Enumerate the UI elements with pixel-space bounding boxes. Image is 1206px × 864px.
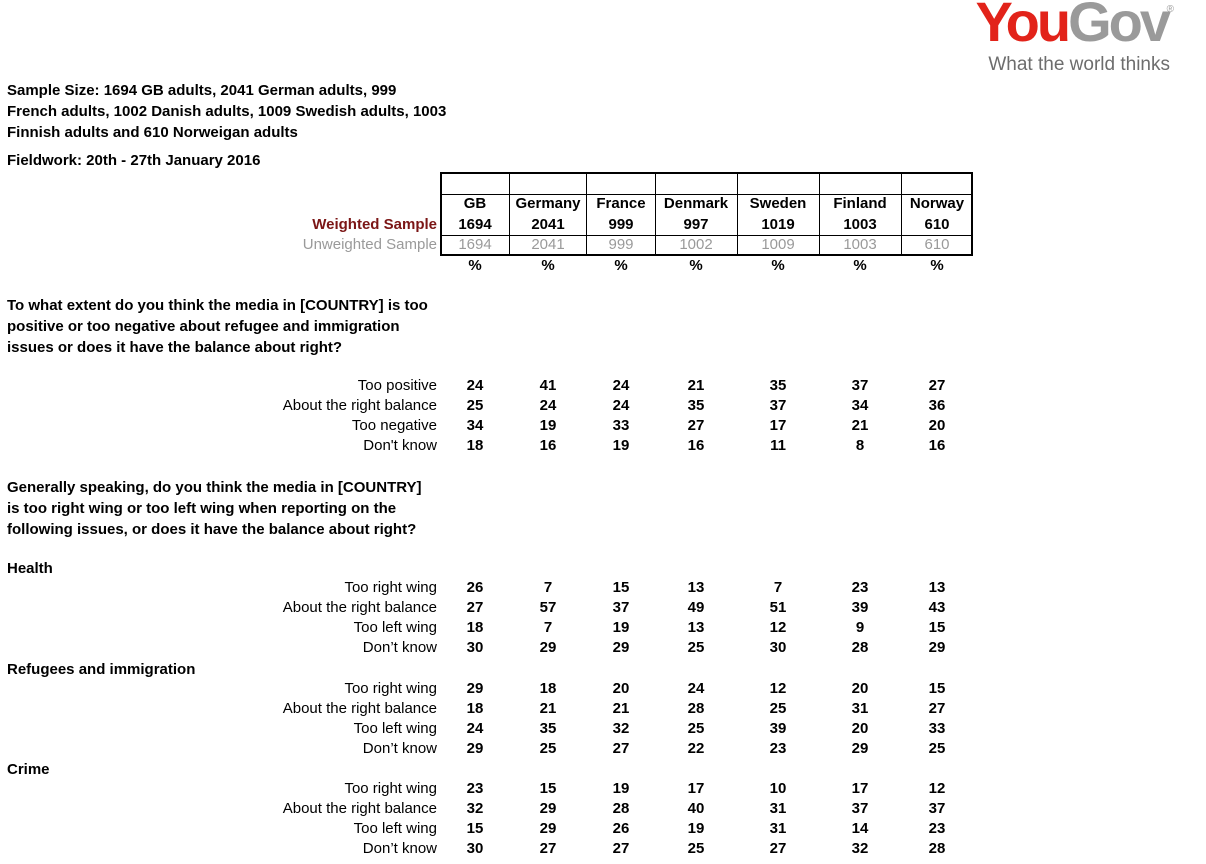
- logo-tagline: What the world thinks: [988, 54, 1170, 75]
- data-cell: 37: [769, 397, 787, 414]
- section-title: Refugees and immigration: [7, 661, 196, 678]
- data-cell: 13: [687, 619, 705, 636]
- row-label: Too right wing: [344, 780, 437, 797]
- data-cell: 30: [769, 639, 787, 656]
- data-cell: 25: [769, 700, 787, 717]
- row-label: Too positive: [357, 377, 437, 394]
- data-cell: 29: [612, 639, 630, 656]
- question-1-text: To what extent do you think the media in [COUNTRY] is too positive or too negative about refugee and immigration issues or does it have the balance about right?: [7, 297, 428, 356]
- data-cell: 17: [769, 417, 787, 434]
- data-cell: 39: [851, 599, 869, 616]
- data-cell: 32: [466, 800, 484, 817]
- data-cell: 24: [466, 720, 484, 737]
- data-cell: 37: [851, 800, 869, 817]
- data-cell: 20: [851, 720, 869, 737]
- row-label: About the right balance: [282, 800, 437, 817]
- data-cell: 27: [539, 840, 557, 857]
- column-header-norway: Norway: [909, 195, 965, 212]
- column-header-finland: Finland: [833, 195, 887, 212]
- data-cell: 29: [466, 740, 484, 757]
- data-cell: 26: [466, 579, 484, 596]
- data-cell: 28: [687, 700, 705, 717]
- percent-unit-cell: %: [771, 257, 785, 274]
- weighted-sample-cell: 999: [608, 216, 634, 233]
- data-cell: 29: [466, 680, 484, 697]
- data-cell: 30: [466, 639, 484, 656]
- data-cell: 24: [687, 680, 705, 697]
- data-cell: 23: [769, 740, 787, 757]
- data-cell: 25: [539, 740, 557, 757]
- data-cell: 16: [539, 437, 557, 454]
- row-label: Don't know: [363, 437, 437, 454]
- header-column-divider: [819, 172, 820, 256]
- column-header-germany: Germany: [515, 195, 581, 212]
- data-cell: 15: [928, 680, 946, 697]
- row-label: About the right balance: [282, 397, 437, 414]
- data-cell: 15: [612, 579, 630, 596]
- weighted-sample-cell: 1694: [458, 216, 492, 233]
- data-cell: 35: [769, 377, 787, 394]
- percent-unit-cell: %: [853, 257, 867, 274]
- data-cell: 18: [466, 437, 484, 454]
- data-cell: 18: [466, 619, 484, 636]
- data-cell: 23: [851, 579, 869, 596]
- yougov-logo: [968, 0, 1188, 78]
- percent-unit-cell: %: [614, 257, 628, 274]
- data-cell: 35: [539, 720, 557, 737]
- data-cell: 14: [851, 820, 869, 837]
- column-header-france: France: [596, 195, 646, 212]
- data-cell: 43: [928, 599, 946, 616]
- data-cell: 29: [851, 740, 869, 757]
- data-cell: 24: [466, 377, 484, 394]
- data-cell: 21: [851, 417, 869, 434]
- data-cell: 7: [543, 579, 553, 596]
- question-2-text: Generally speaking, do you think the media in [COUNTRY] is too right wing or too left wing when reporting on the following issues, or does it have the balance about right?: [7, 479, 422, 538]
- data-cell: 20: [612, 680, 630, 697]
- data-cell: 37: [612, 599, 630, 616]
- data-cell: 27: [466, 599, 484, 616]
- row-label: Too left wing: [353, 619, 437, 636]
- data-cell: 19: [687, 820, 705, 837]
- row-label: Don’t know: [362, 740, 437, 757]
- data-cell: 35: [687, 397, 705, 414]
- fieldwork-text: Fieldwork: 20th - 27th January 2016: [7, 152, 261, 169]
- data-cell: 20: [928, 417, 946, 434]
- data-cell: 25: [687, 639, 705, 656]
- data-cell: 19: [539, 417, 557, 434]
- data-cell: 40: [687, 800, 705, 817]
- data-cell: 11: [770, 437, 786, 454]
- data-cell: 23: [466, 780, 484, 797]
- data-cell: 25: [928, 740, 946, 757]
- row-label: Too right wing: [344, 680, 437, 697]
- data-cell: 28: [612, 800, 630, 817]
- section-title: Health: [7, 560, 53, 577]
- weighted-sample-cell: 2041: [531, 216, 565, 233]
- data-cell: 34: [466, 417, 484, 434]
- data-cell: 32: [612, 720, 630, 737]
- registered-mark: ®: [1166, 4, 1174, 15]
- unweighted-sample-label: Unweighted Sample: [302, 236, 437, 253]
- row-label: Too left wing: [353, 820, 437, 837]
- weighted-sample-cell: 1019: [761, 216, 795, 233]
- data-cell: 28: [928, 840, 946, 857]
- data-cell: 30: [466, 840, 484, 857]
- data-cell: 21: [612, 700, 630, 717]
- data-cell: 49: [687, 599, 705, 616]
- data-cell: 24: [539, 397, 557, 414]
- percent-unit-cell: %: [468, 257, 482, 274]
- row-label: About the right balance: [282, 599, 437, 616]
- row-label: Too left wing: [353, 720, 437, 737]
- column-header-denmark: Denmark: [663, 195, 729, 212]
- data-cell: 33: [928, 720, 946, 737]
- header-column-divider: [737, 172, 738, 256]
- data-cell: 29: [539, 639, 557, 656]
- section-title: Crime: [7, 761, 50, 778]
- data-cell: 27: [612, 840, 630, 857]
- data-cell: 18: [539, 680, 557, 697]
- unweighted-sample-cell: 1694: [458, 236, 492, 253]
- data-cell: 31: [769, 800, 787, 817]
- data-cell: 51: [769, 599, 787, 616]
- percent-unit-cell: %: [541, 257, 555, 274]
- weighted-sample-cell: 1003: [843, 216, 877, 233]
- data-cell: 21: [687, 377, 705, 394]
- data-cell: 31: [851, 700, 869, 717]
- data-cell: 25: [687, 840, 705, 857]
- data-cell: 9: [855, 619, 865, 636]
- row-label: Don’t know: [362, 639, 437, 656]
- data-cell: 17: [687, 780, 705, 797]
- row-label: Too right wing: [344, 579, 437, 596]
- data-cell: 10: [769, 780, 787, 797]
- column-header-gb: GB: [463, 195, 487, 212]
- row-label: Too negative: [351, 417, 437, 434]
- unweighted-sample-cell: 999: [608, 236, 634, 253]
- data-cell: 37: [851, 377, 869, 394]
- data-cell: 29: [539, 820, 557, 837]
- percent-unit-cell: %: [689, 257, 703, 274]
- data-cell: 15: [539, 780, 557, 797]
- data-cell: 15: [466, 820, 484, 837]
- row-label: Don’t know: [362, 840, 437, 857]
- unweighted-sample-cell: 610: [924, 236, 950, 253]
- weighted-sample-cell: 997: [683, 216, 709, 233]
- logo-wordmark: YouGov: [975, 0, 1168, 53]
- data-cell: 20: [851, 680, 869, 697]
- data-cell: 27: [928, 700, 946, 717]
- sample-size-text: Sample Size: 1694 GB adults, 2041 German adults, 999 French adults, 1002 Danish adults, 1009 Swedish adults, 1003 Finnish adults and 610 Norweigan adults: [7, 82, 447, 141]
- data-cell: 7: [773, 579, 783, 596]
- data-cell: 12: [769, 680, 787, 697]
- data-cell: 25: [687, 720, 705, 737]
- data-cell: 27: [612, 740, 630, 757]
- data-cell: 25: [466, 397, 484, 414]
- percent-unit-cell: %: [930, 257, 944, 274]
- data-cell: 34: [851, 397, 869, 414]
- data-cell: 19: [612, 437, 630, 454]
- unweighted-sample-cell: 2041: [531, 236, 565, 253]
- data-cell: 41: [539, 377, 557, 394]
- data-cell: 13: [928, 579, 946, 596]
- data-cell: 13: [687, 579, 705, 596]
- data-cell: 24: [612, 377, 630, 394]
- data-cell: 57: [539, 599, 557, 616]
- weighted-sample-label: Weighted Sample: [312, 216, 437, 233]
- data-cell: 17: [851, 780, 869, 797]
- data-cell: 18: [466, 700, 484, 717]
- data-cell: 12: [928, 780, 946, 797]
- data-cell: 12: [769, 619, 787, 636]
- data-cell: 22: [687, 740, 705, 757]
- data-cell: 24: [612, 397, 630, 414]
- data-cell: 39: [769, 720, 787, 737]
- data-cell: 8: [855, 437, 865, 454]
- data-cell: 28: [851, 639, 869, 656]
- data-cell: 16: [687, 437, 705, 454]
- weighted-sample-cell: 610: [924, 216, 950, 233]
- data-cell: 21: [539, 700, 557, 717]
- row-label: About the right balance: [282, 700, 437, 717]
- data-cell: 27: [928, 377, 946, 394]
- data-cell: 7: [543, 619, 553, 636]
- data-cell: 27: [769, 840, 787, 857]
- data-cell: 29: [539, 800, 557, 817]
- unweighted-sample-cell: 1002: [679, 236, 713, 253]
- data-cell: 26: [612, 820, 630, 837]
- data-cell: 31: [769, 820, 787, 837]
- column-header-sweden: Sweden: [749, 195, 807, 212]
- data-cell: 16: [928, 437, 946, 454]
- data-cell: 33: [612, 417, 630, 434]
- data-cell: 32: [851, 840, 869, 857]
- data-cell: 19: [612, 780, 630, 797]
- data-cell: 27: [687, 417, 705, 434]
- unweighted-sample-cell: 1009: [761, 236, 795, 253]
- unweighted-sample-cell: 1003: [843, 236, 877, 253]
- data-cell: 23: [928, 820, 946, 837]
- data-cell: 36: [928, 397, 946, 414]
- data-cell: 37: [928, 800, 946, 817]
- data-cell: 29: [928, 639, 946, 656]
- data-cell: 19: [612, 619, 630, 636]
- data-cell: 15: [928, 619, 946, 636]
